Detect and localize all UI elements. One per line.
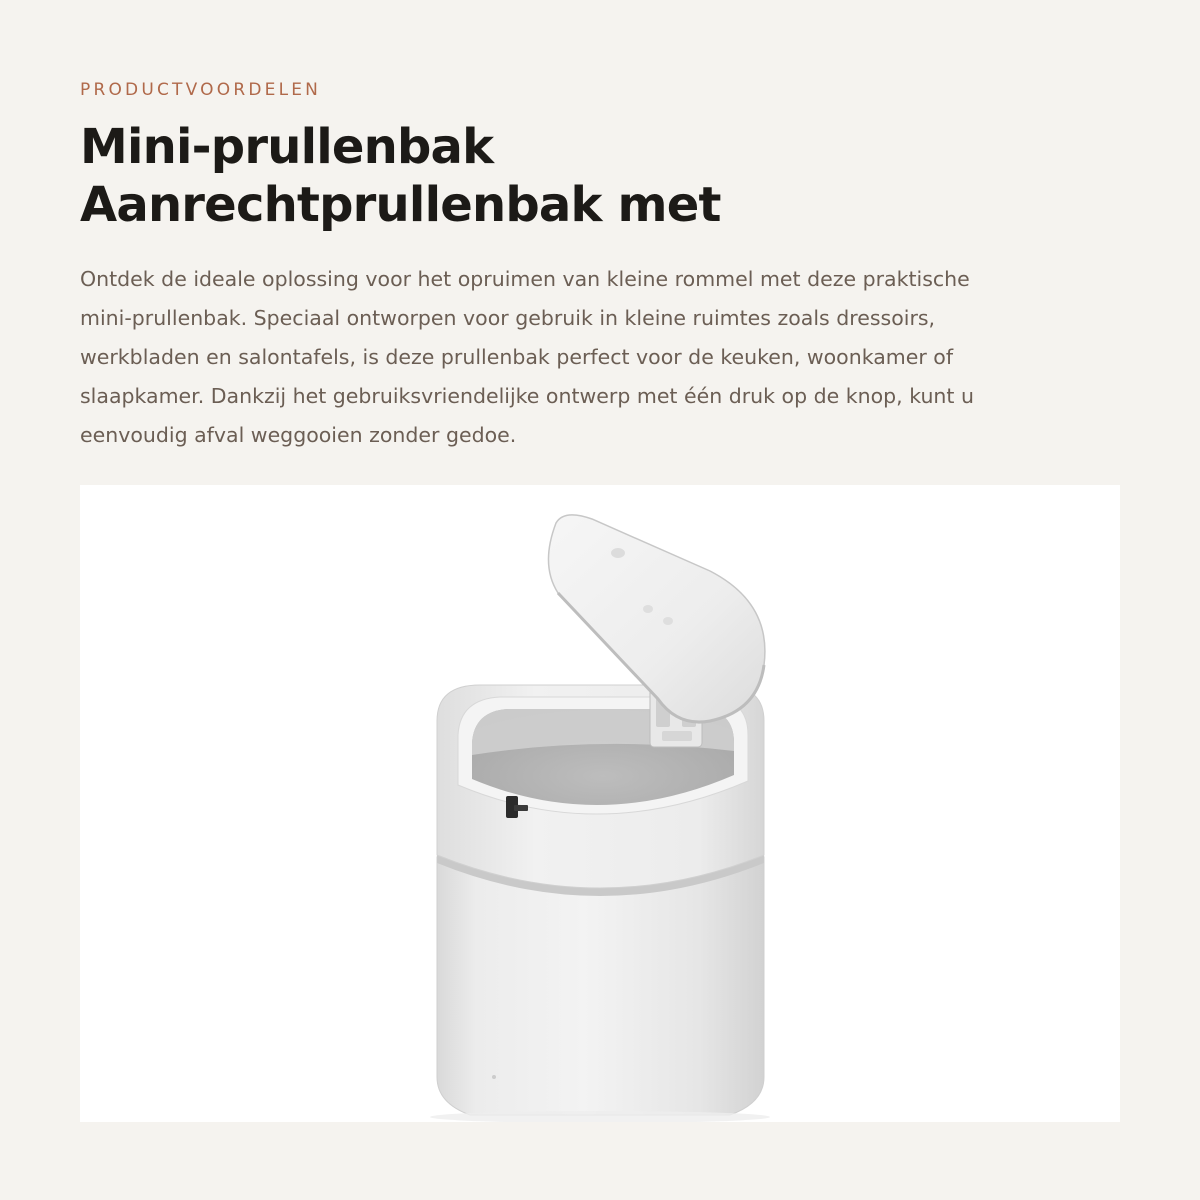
lid-dimple (611, 548, 625, 558)
section-eyebrow: PRODUCTVOORDELEN (80, 80, 322, 100)
description-line: Ontdek de ideale oplossing voor het opruimen van kleine rommel met deze praktische (80, 267, 970, 291)
product-description (80, 260, 1120, 455)
product-title-line: Aanrechtprullenbak met (80, 177, 721, 233)
lid-dimple (643, 605, 653, 613)
description-line: mini-prullenbak. Speciaal ontworpen voor gebruik in kleine ruimtes zoals dressoirs, (80, 306, 936, 330)
description-line: slaapkamer. Dankzij het gebruiksvriendelijke ontwerp met één druk op de knop, kunt u (80, 384, 974, 408)
trash-bin-image (80, 485, 1120, 1122)
product-title-line: Mini-prullenbak (80, 119, 494, 175)
description-line: eenvoudig afval weggooien zonder gedoe. (80, 423, 517, 447)
description-line: werkbladen en salontafels, is deze prullenbak perfect voor de keuken, woonkamer of (80, 345, 954, 369)
product-image-panel (80, 485, 1120, 1122)
lid-dimple (663, 617, 673, 625)
product-title (80, 118, 721, 234)
